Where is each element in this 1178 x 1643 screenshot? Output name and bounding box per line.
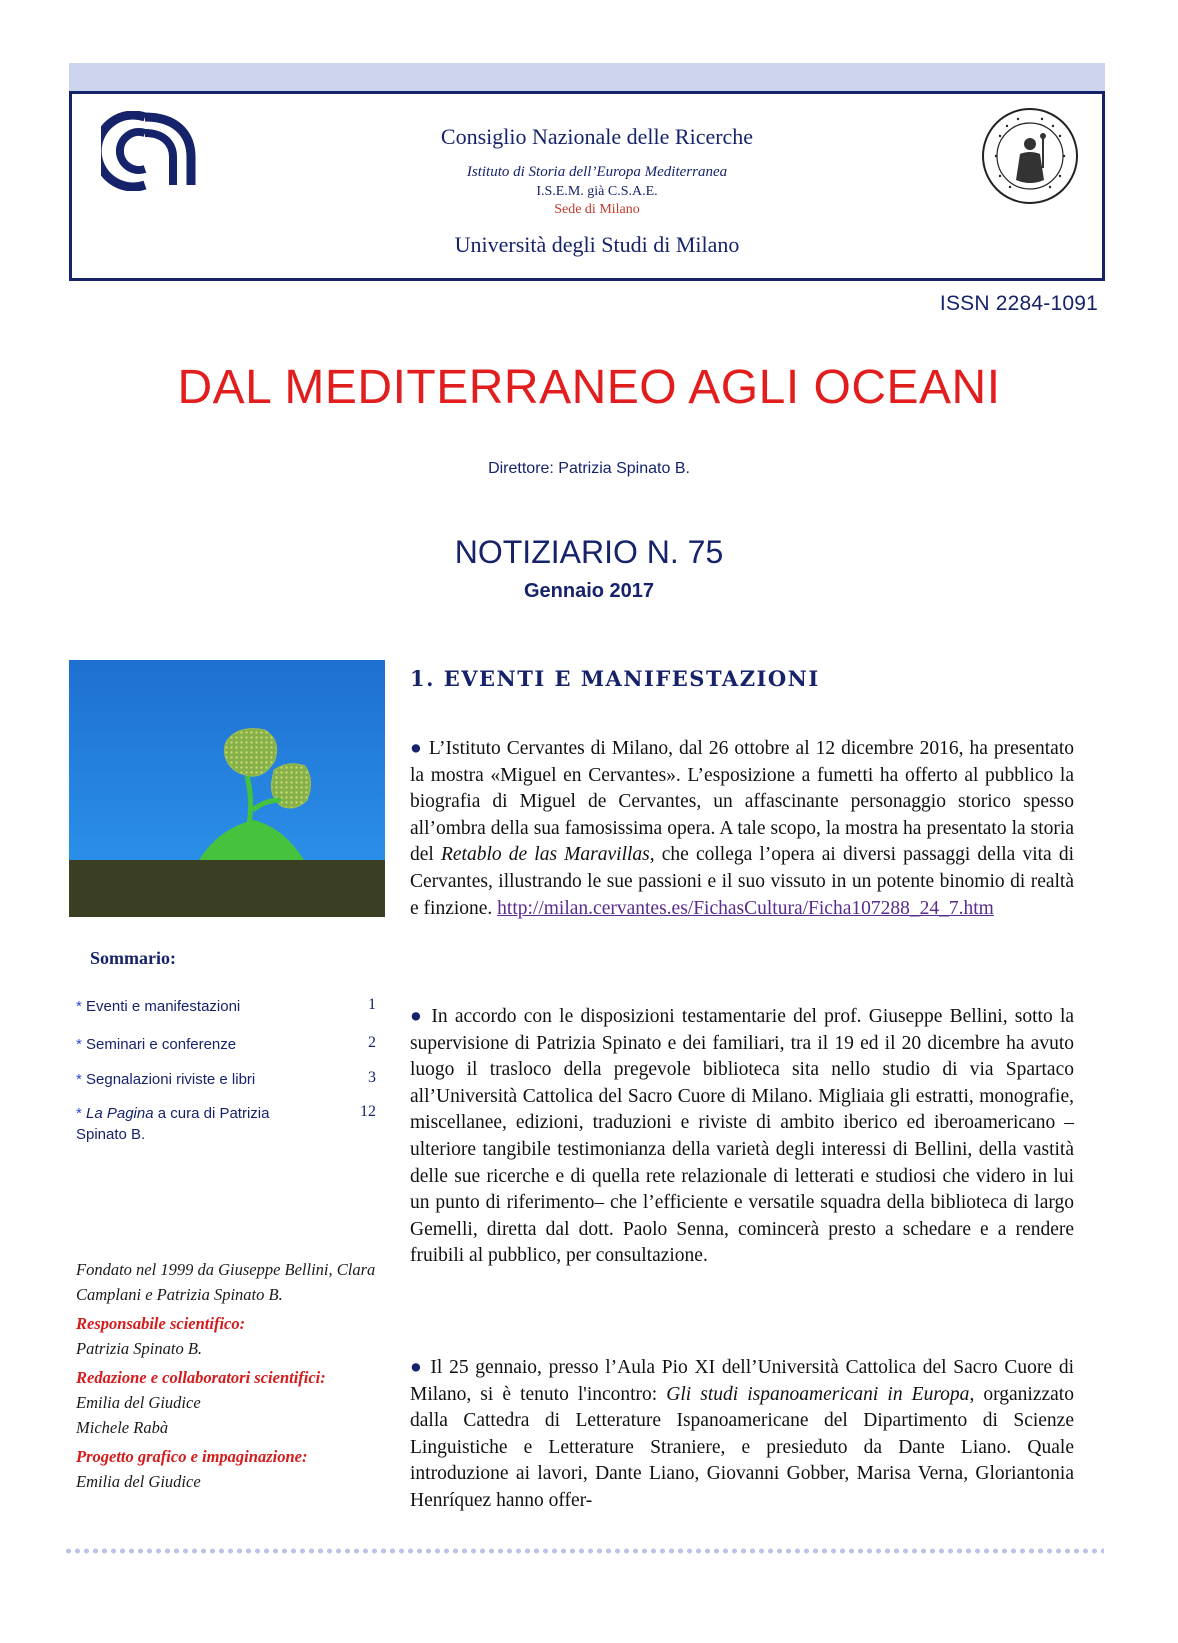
masthead-box: [69, 91, 1105, 281]
issue-number: NOTIZIARIO N. 75: [454, 534, 724, 570]
article-text: , che collega l’opera ai diversi passaggi della vita di Cervantes, illustrando le sue passioni e il suo vissuto in un potente binomio di realtà e finzione.: [410, 844, 1074, 919]
top-decorative-band: [69, 63, 1105, 91]
director-line: Direttore: Patrizia Spinato B.: [488, 460, 690, 477]
summary-item-page: 2: [368, 1034, 376, 1051]
issue-date: Gennaio 2017: [523, 580, 655, 602]
summary-item-page: 3: [368, 1069, 376, 1086]
redazione-name: Michele Rabà: [76, 1418, 169, 1437]
section-title: 1. EVENTI E MANIFESTAZIONI: [410, 666, 820, 691]
page-title: DAL MEDITERRANEO AGLI OCEANI: [177, 361, 1001, 414]
article-item: [410, 1004, 1074, 1270]
summary-title: Sommario:: [90, 948, 176, 968]
article-italic: Gli studi ispanoamericani in Europa: [666, 1383, 970, 1405]
resp-name: Patrizia Spinato B.: [76, 1339, 203, 1358]
progetto-label: Progetto grafico e impaginazione:: [76, 1447, 308, 1466]
summary-item-page: 1: [368, 996, 376, 1013]
article-item: [410, 736, 1074, 922]
article-text: In accordo con le disposizioni testamentarie del prof. Giuseppe Bellini, sotto la supervisione di Patrizia Spinato e dei familiari, tra il 19 ed il 20 dicembre ha avuto luogo il trasloco della pregevole biblioteca sita nello studio di via Spartaco all’Università Cattolica del Sacro Cuore di Milano. Migliaia gli estratti, monografie, miscellanee, edizioni, traduzioni e riviste di ambito iberico ed iberoamericano – ulteriore tangibile testimonianza della varietà degli interessi di Bellini, della vastità delle sue ricerche e di quella rete relazionale di letterati e studiosi che videro in lui un punto di riferimento– che l’efficiente e versatile squadra della biblioteca di largo Gemelli, diretta dal dott. Paolo Senna, comincerà presto a schedare e a rendere fruibili al pubblico, per consultazione.: [410, 1006, 1075, 1267]
article-text: , organizzato dalla Cattedra di Letterature Ispanoamericane del Dipartimento di Scienze Linguistiche e Letterature Straniere, e presieduto da Dante Liano. Quale introduzione ai lavori, Dante Liano, Giovanni Gobber, Marisa Verna, Gloriantonia Henríquez hanno offer-: [410, 1383, 1074, 1511]
sede-label: Sede di Milano: [554, 202, 640, 217]
article-text: L’Istituto Cervantes di Milano, dal 26 ottobre al 12 dicembre 2016, ha presentato la mostra «Miguel en Cervantes». L’esposizione a fumetti ha offerto al pubblico la biografia di Miguel de Cervantes, un affascinante personaggio storico spesso all’ombra della sua famosissima opera. A tale scopo, la mostra ha presentato la storia del: [410, 738, 1074, 866]
resp-label: Responsabile scientifico:: [76, 1314, 246, 1333]
article-item: [410, 1355, 1074, 1515]
summary-item-page: 12: [360, 1103, 376, 1120]
article-text: Il 25 gennaio, presso l’Aula Pio XI dell’Università Cattolica del Sacro Cuore di Milano, si è tenuto l'incontro:: [410, 1357, 1074, 1405]
university-name: Università degli Studi di Milano: [454, 232, 740, 257]
summary-item-label: Seminari e conferenze: [86, 1036, 237, 1053]
institute-name: Istituto di Storia dell’Europa Mediterranea: [466, 164, 728, 180]
redazione-name: Emilia del Giudice: [76, 1393, 201, 1412]
summary-item-label-italic: La Pagina: [86, 1105, 154, 1122]
summary-item-label: Segnalazioni riviste e libri: [86, 1071, 256, 1088]
org-name: Consiglio Nazionale delle Ricerche: [440, 124, 754, 149]
article-italic: Retablo de las Maravillas: [440, 844, 650, 866]
founded-note: Fondato nel 1999 da Giuseppe Bellini, Clara Camplani e Patrizia Spinato B.: [76, 1260, 376, 1304]
credits-block: [76, 1257, 386, 1494]
university-seal-icon: [980, 106, 1080, 206]
summary-item-label: a cura di Patrizia Spinato B.: [76, 1105, 270, 1143]
redazione-label: Redazione e collaboratori scientifici:: [76, 1368, 326, 1387]
bullet-icon: ●: [410, 1357, 424, 1378]
progetto-name: Emilia del Giudice: [76, 1472, 201, 1491]
bottom-dotted-rule: [64, 1548, 1104, 1554]
issn-number: ISSN 2284-1091: [939, 292, 1098, 315]
article-link[interactable]: http://milan.cervantes.es/FichasCultura/Ficha107288_24_7.htm: [497, 897, 994, 919]
summary-item-label: Eventi e manifestazioni: [86, 998, 241, 1015]
bullet-icon: ●: [410, 1006, 425, 1027]
institute-acronym: I.S.E.M. già C.S.A.E.: [536, 184, 658, 199]
cnr-logo-icon: [101, 111, 197, 191]
cover-illustration: [69, 660, 385, 917]
bullet-icon: ●: [410, 738, 423, 759]
